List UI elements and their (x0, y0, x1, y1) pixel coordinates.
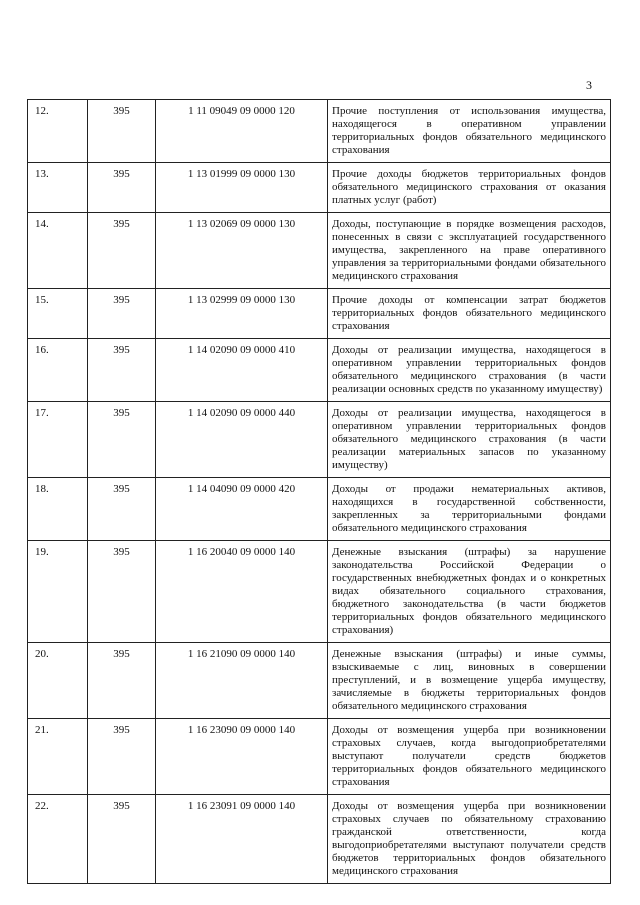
table-row (28, 339, 611, 402)
administrator-code: 395 (88, 719, 156, 795)
revenue-description: Прочие доходы от компенсации затрат бюджетов территориальных фондов обязательного медицинского страхования (328, 289, 611, 339)
revenue-description: Прочие доходы бюджетов территориальных фондов обязательного медицинского страхования от оказания платных услуг (работ) (328, 163, 611, 213)
revenue-description: Доходы от реализации имущества, находящегося в оперативном управлении территориальных фондов обязательного медицинского страхования (в части реализации материальных запасов по указанному имуществу) (328, 402, 611, 478)
row-number: 19. (28, 541, 88, 643)
administrator-code: 395 (88, 100, 156, 163)
budget-classification-code: 1 16 21090 09 0000 140 (156, 643, 328, 719)
revenue-codes-table (27, 99, 611, 884)
administrator-code: 395 (88, 541, 156, 643)
revenue-description: Доходы, поступающие в порядке возмещения расходов, понесенных в связи с эксплуатацией государственного имущества, закрепленного на праве оперативного управления за территориальными фондами обязательного медицинского страхования (328, 213, 611, 289)
budget-classification-code: 1 13 01999 09 0000 130 (156, 163, 328, 213)
revenue-description: Доходы от реализации имущества, находящегося в оперативном управлении территориальных фондов обязательного медицинского страхования (в части реализации основных средств по указанному имуществу) (328, 339, 611, 402)
revenue-description: Денежные взыскания (штрафы) за нарушение законодательства Российской Федерации о государственных внебюджетных фондах и о конкретных видах обязательного социального страхования, бюджетного законодательства (в части бюджетов территориальных фондов обязательного медицинского страхования) (328, 541, 611, 643)
administrator-code: 395 (88, 289, 156, 339)
row-number: 13. (28, 163, 88, 213)
row-number: 18. (28, 478, 88, 541)
table-row (28, 643, 611, 719)
revenue-description: Доходы от возмещения ущерба при возникновении страховых случаев, когда выгодоприобретателями выступают получатели средств бюджетов территориальных фондов обязательного медицинского страхования (328, 719, 611, 795)
administrator-code: 395 (88, 213, 156, 289)
administrator-code: 395 (88, 643, 156, 719)
table-row (28, 402, 611, 478)
budget-classification-code: 1 16 23090 09 0000 140 (156, 719, 328, 795)
row-number: 17. (28, 402, 88, 478)
revenue-description: Денежные взыскания (штрафы) и иные суммы, взыскиваемые с лиц, виновных в совершении преступлений, и в возмещение ущерба имуществу, зачисляемые в бюджеты территориальных фондов обязательного медицинского страхования (328, 643, 611, 719)
budget-classification-code: 1 16 23091 09 0000 140 (156, 795, 328, 884)
table-row (28, 100, 611, 163)
administrator-code: 395 (88, 163, 156, 213)
budget-classification-code: 1 14 02090 09 0000 410 (156, 339, 328, 402)
administrator-code: 395 (88, 402, 156, 478)
table-row (28, 795, 611, 884)
table-row (28, 163, 611, 213)
row-number: 15. (28, 289, 88, 339)
table-row (28, 478, 611, 541)
revenue-description: Прочие поступления от использования имущества, находящегося в оперативном управлении территориальных фондов обязательного медицинского страхования (328, 100, 611, 163)
budget-classification-code: 1 13 02999 09 0000 130 (156, 289, 328, 339)
administrator-code: 395 (88, 478, 156, 541)
row-number: 20. (28, 643, 88, 719)
revenue-description: Доходы от продажи нематериальных активов, находящихся в государственной собственности, закрепленных за территориальными фондами обязательного медицинского страхования (328, 478, 611, 541)
row-number: 14. (28, 213, 88, 289)
table-row (28, 719, 611, 795)
table-row (28, 541, 611, 643)
table-row (28, 289, 611, 339)
budget-classification-code: 1 13 02069 09 0000 130 (156, 213, 328, 289)
table-row (28, 213, 611, 289)
revenue-description: Доходы от возмещения ущерба при возникновении страховых случаев по обязательному страхованию гражданской ответственности, когда выгодоприобретателями выступают получатели средств бюджетов территориальных фондов обязательного медицинского страхования (328, 795, 611, 884)
row-number: 22. (28, 795, 88, 884)
row-number: 12. (28, 100, 88, 163)
budget-classification-code: 1 11 09049 09 0000 120 (156, 100, 328, 163)
administrator-code: 395 (88, 339, 156, 402)
budget-classification-code: 1 14 02090 09 0000 440 (156, 402, 328, 478)
row-number: 16. (28, 339, 88, 402)
row-number: 21. (28, 719, 88, 795)
budget-classification-code: 1 16 20040 09 0000 140 (156, 541, 328, 643)
budget-classification-code: 1 14 04090 09 0000 420 (156, 478, 328, 541)
administrator-code: 395 (88, 795, 156, 884)
page-number: 3 (586, 78, 592, 92)
